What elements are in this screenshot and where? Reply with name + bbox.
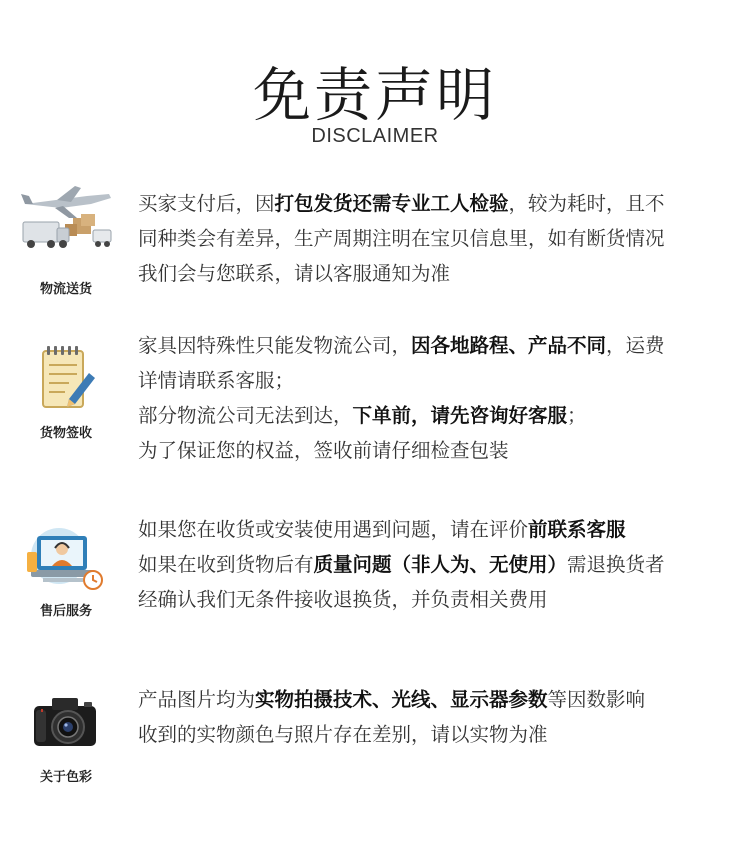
text-line bbox=[138, 256, 743, 291]
section-label: 货物签收 bbox=[39, 426, 92, 441]
body-text: 部分物流公司无法到达， bbox=[138, 404, 353, 427]
section-receipt bbox=[0, 325, 750, 465]
body-text: ； bbox=[567, 404, 587, 427]
section-text bbox=[138, 186, 743, 291]
section-label: 售后服务 bbox=[39, 604, 92, 619]
notepad-pencil-icon bbox=[0, 343, 130, 415]
text-line bbox=[138, 682, 743, 717]
section-after-sales bbox=[0, 508, 750, 628]
text-line bbox=[138, 433, 743, 468]
body-text: 需退换货者 bbox=[567, 553, 665, 576]
section-logistics bbox=[0, 180, 750, 310]
body-text: 如果在收到货物后有 bbox=[138, 553, 314, 576]
camera-icon bbox=[0, 694, 130, 750]
cargo-plane-truck-icon bbox=[0, 184, 130, 254]
emphasis-text: 实物拍摄技术、光线、显示器参数 bbox=[255, 688, 548, 711]
text-line bbox=[138, 328, 743, 363]
body-text: 产品图片均为 bbox=[138, 688, 256, 711]
emphasis-text: 下单前，请先咨询好客服 bbox=[352, 404, 568, 427]
text-line bbox=[138, 398, 743, 433]
text-line bbox=[138, 221, 743, 256]
text-line bbox=[138, 582, 743, 617]
body-text: ，较为耗时，且不 bbox=[508, 192, 665, 215]
section-text bbox=[138, 682, 743, 752]
section-text bbox=[138, 512, 743, 617]
text-line bbox=[138, 547, 743, 582]
emphasis-text: 前联系客服 bbox=[528, 518, 626, 541]
page-title: 免责声明 bbox=[252, 61, 497, 129]
body-text: 经确认我们无条件接收退换货，并负责相关费用 bbox=[138, 588, 548, 611]
body-text: 收到的实物颜色与照片存在差别，请以实物为准 bbox=[138, 723, 548, 746]
emphasis-text: 因各地路程、产品不同 bbox=[411, 334, 607, 357]
page-subtitle: DISCLAIMER bbox=[311, 125, 439, 147]
body-text: 等因数影响 bbox=[547, 688, 646, 711]
text-line bbox=[138, 186, 743, 221]
body-text: 为了保证您的权益，签收前请仔细检查包装 bbox=[138, 439, 509, 462]
section-label: 关于色彩 bbox=[39, 770, 92, 785]
body-text: 我们会与您联系，请以客服通知为准 bbox=[138, 262, 451, 285]
body-text: 买家支付后，因 bbox=[138, 192, 275, 215]
emphasis-text: 打包发货还需专业工人检验 bbox=[274, 192, 509, 215]
body-text: 详情请联系客服； bbox=[138, 369, 295, 392]
body-text: ，运费 bbox=[606, 334, 665, 357]
text-line bbox=[138, 717, 743, 752]
section-text bbox=[138, 328, 743, 468]
section-label: 物流送货 bbox=[39, 282, 92, 297]
body-text: 同种类会有差异，生产周期注明在宝贝信息里，如有断货情况 bbox=[138, 227, 665, 250]
emphasis-text: 质量问题（非人为、无使用） bbox=[313, 553, 568, 576]
text-line bbox=[138, 363, 743, 398]
section-color bbox=[0, 680, 750, 790]
body-text: 家具因特殊性只能发物流公司， bbox=[138, 334, 412, 357]
customer-service-laptop-icon bbox=[0, 522, 130, 594]
text-line bbox=[138, 512, 743, 547]
body-text: 如果您在收货或安装使用遇到问题，请在评价 bbox=[138, 518, 529, 541]
